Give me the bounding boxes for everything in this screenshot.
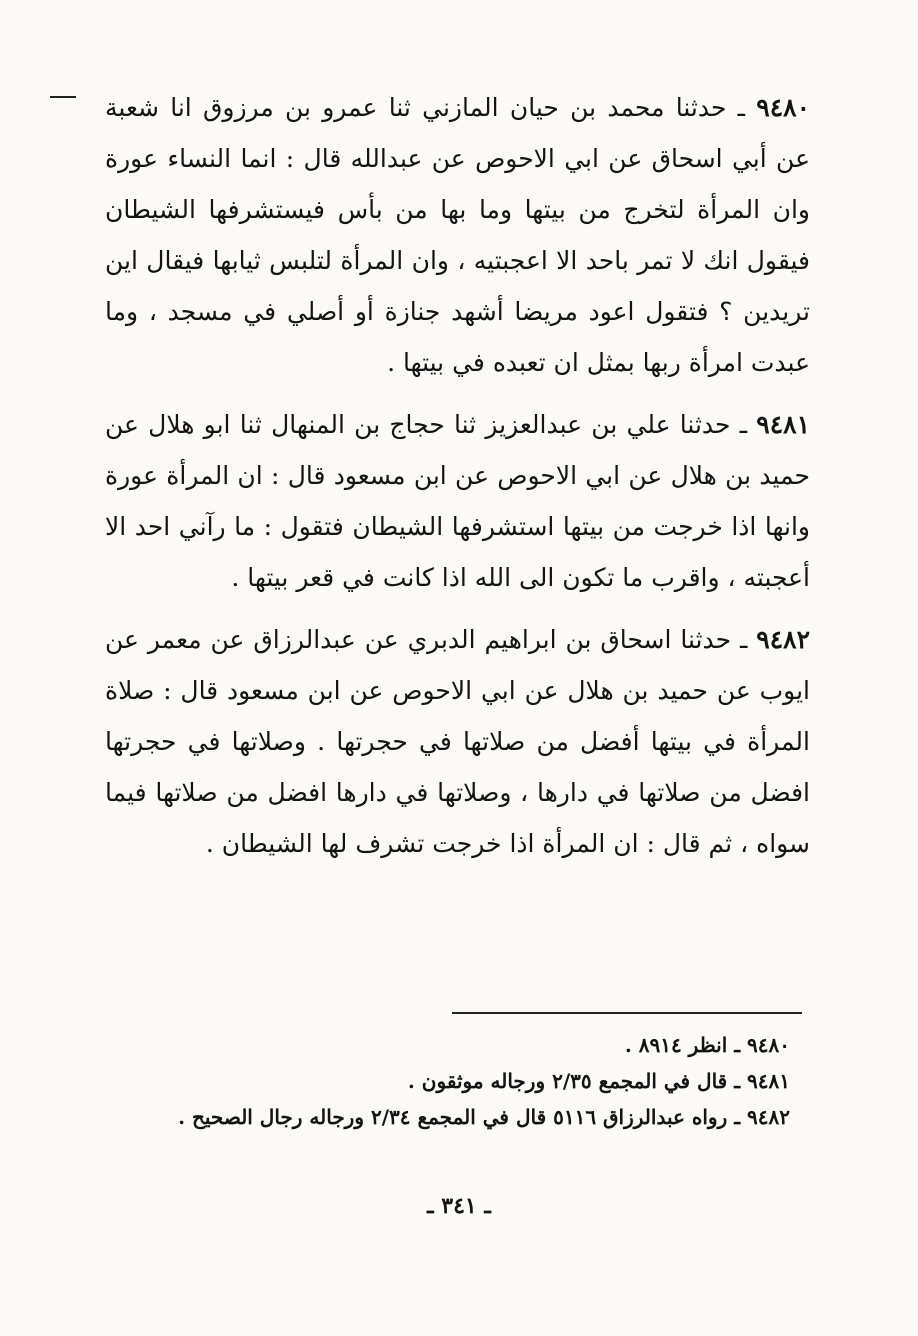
page-number: ـ ٣٤١ ـ — [427, 1193, 491, 1219]
hadith-paragraph — [105, 614, 810, 869]
hadith-number: ٩٤٨١ — [756, 410, 810, 439]
hadith-number: ٩٤٨٠ — [756, 93, 810, 122]
footnote-divider — [452, 1012, 802, 1014]
hadith-paragraph — [105, 82, 810, 388]
margin-mark — [50, 96, 76, 98]
footnote: ٩٤٨٢ ـ رواه عبدالرزاق ٥١١٦ قال في المجمع ٢/٣٤ ورجاله رجال الصحيح . — [178, 1105, 790, 1129]
hadith-number: ٩٤٨٢ — [756, 625, 810, 654]
hadith-entry — [105, 614, 810, 869]
hadith-paragraph — [105, 399, 810, 603]
hadith-text: ـ حدثنا محمد بن حيان المازني ثنا عمرو بن مرزوق انا شعبة عن أبي اسحاق عن ابي الاحوص عن عبدالله قال : انما النساء عورة وان المرأة لتخرج من بيتها وما بها من بأس فيستشرفها الشيطان فيقول انك لا تمر باحد الا اعجبتيه ، وان المرأة لتلبس ثيابها فيقال اين تريدين ؟ فتقول اعود مريضا أشهد جنازة أو أصلي في مسجد ، وما عبدت امرأة ربها بمثل ان تعبده في بيتها . — [105, 93, 810, 377]
footnote: ٩٤٨١ ـ قال في المجمع ٢/٣٥ ورجاله موثقون . — [407, 1069, 790, 1093]
hadith-entry — [105, 82, 810, 388]
hadith-entry — [105, 399, 810, 603]
hadith-text: ـ حدثنا اسحاق بن ابراهيم الدبري عن عبدالرزاق عن معمر عن ايوب عن حميد بن هلال عن ابي الاحوص عن ابن مسعود قال : صلاة المرأة في بيتها أفضل من صلاتها في حجرتها . وصلاتها في حجرتها افضل من صلاتها في دارها ، وصلاتها في دارها افضل من صلاتها فيما سواه ، ثم قال : ان المرأة اذا خرجت تشرف لها الشيطان . — [105, 625, 810, 858]
footnotes — [95, 1027, 790, 1135]
hadith-text: ـ حدثنا علي بن عبدالعزيز ثنا حجاج بن المنهال ثنا ابو هلال عن حميد بن هلال عن ابي الاحوص عن ابن مسعود قال : ان المرأة عورة وانها اذا خرجت من بيتها استشرفها الشيطان فتقول : ما رآني احد الا أعجبته ، واقرب ما تكون الى الله اذا كانت في قعر بيتها . — [105, 410, 810, 592]
main-text — [105, 82, 810, 880]
footnote: ٩٤٨٠ ـ انظر ٨٩١٤ . — [624, 1033, 790, 1057]
